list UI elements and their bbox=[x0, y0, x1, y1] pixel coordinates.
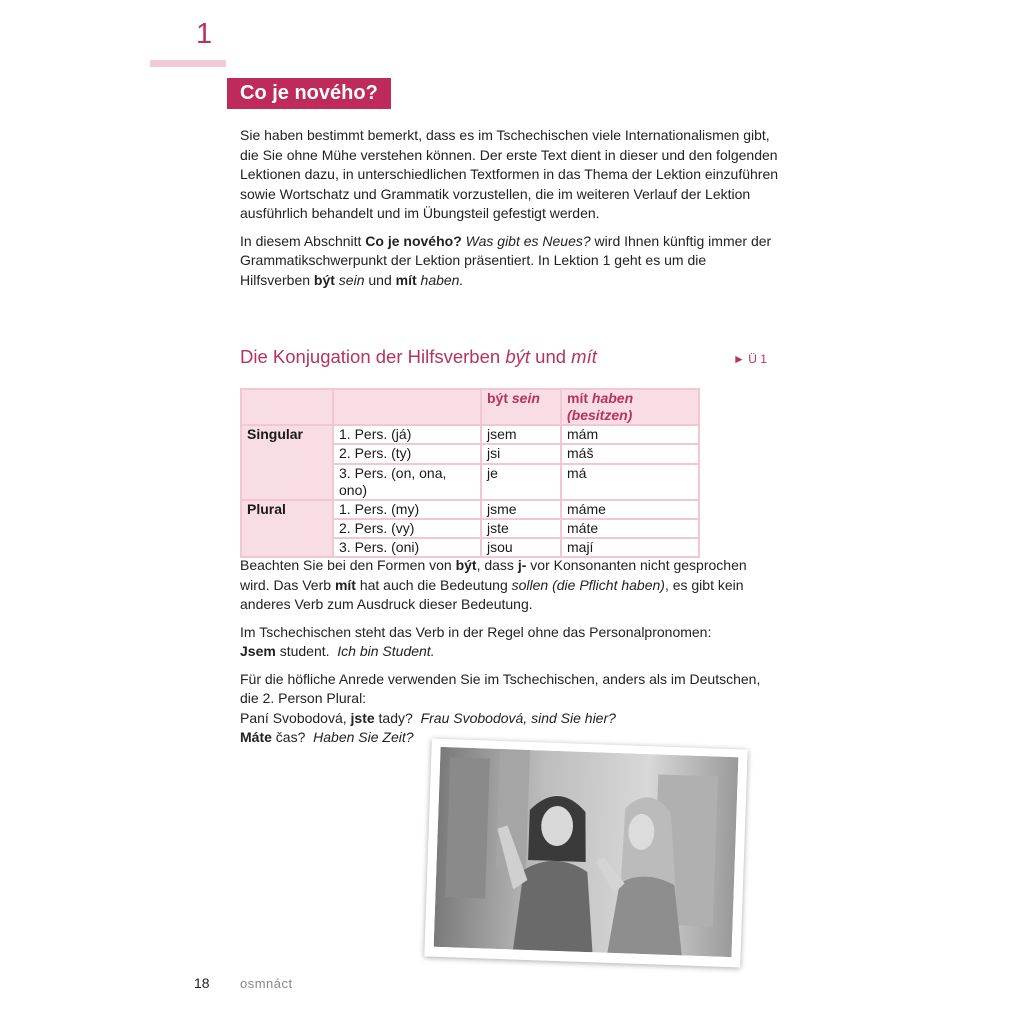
group-plural: Plural bbox=[241, 500, 333, 558]
page-number-word: osmnáct bbox=[240, 976, 293, 991]
photo-image bbox=[434, 747, 739, 957]
intro-text bbox=[240, 126, 780, 298]
header-byt: být sein bbox=[481, 389, 561, 425]
header-mit: mít haben (besitzen) bbox=[561, 389, 699, 425]
chapter-underline bbox=[150, 60, 226, 67]
intro-paragraph-1: Sie haben bestimmt bemerkt, dass es im Tschechischen viele Internationalismen gibt, die Sie ohne Mühe verstehen können. Der erste Text dient in dieser und den folgenden Lektionen dazu, in unterschiedlichen Textformen in das Thema der Lektion einzuführen sowie Wortschatz und Grammatik vorzustellen, die im weiteren Verlauf der Lektion ausführlich behandelt und im Übungsteil gefestigt werden. bbox=[240, 127, 779, 221]
table-row: 2. Pers. (vy) jste máte bbox=[241, 519, 699, 538]
table-header-row bbox=[241, 389, 699, 425]
conjugation-table bbox=[240, 388, 700, 558]
intro-paragraph-2: In diesem Abschnitt Co je nového? Was gibt es Neues? wird Ihnen künftig immer der Grammatikschwerpunkt der Lektion präsentiert. In Lektion 1 geht es um die Hilfsverben být sein und mít haben. bbox=[240, 232, 772, 288]
table-row: Singular 1. Pers. (já) jsem mám bbox=[241, 425, 699, 444]
grammar-notes bbox=[240, 556, 780, 756]
table-row: Plural 1. Pers. (my) jsme máme bbox=[241, 500, 699, 519]
note-paragraph-1: Beachten Sie bei den Formen von být, dass j- vor Konsonanten nicht gesprochen wird. Das Verb mít hat auch die Bedeutung sollen (die Pflicht haben), es gibt kein anderes Verb zum Ausdruck dieser Bedeutung. bbox=[240, 557, 747, 612]
note-paragraph-3: Für die höfliche Anrede verwenden Sie im Tschechischen, anders als im Deutschen, die 2. Person Plural: Paní Svobodová, jste tady? Frau Svobodová, sind Sie hier? Máte čas? Haben Sie Zeit? bbox=[240, 670, 761, 745]
table-row: 3. Pers. (on, ona, ono) je má bbox=[241, 464, 699, 500]
chapter-number: 1 bbox=[196, 18, 213, 50]
group-singular: Singular bbox=[241, 425, 333, 500]
exercise-reference: ► Ü 1 bbox=[733, 352, 767, 366]
photo-two-women bbox=[424, 739, 747, 968]
table-row: 3. Pers. (oni) jsou mají bbox=[241, 538, 699, 557]
page-number: 18 bbox=[194, 975, 210, 991]
table-row: 2. Pers. (ty) jsi máš bbox=[241, 444, 699, 463]
conjugation-heading: Die Konjugation der Hilfsverben být und mít bbox=[240, 346, 597, 367]
note-paragraph-2: Im Tschechischen steht das Verb in der Regel ohne das Personalpronomen: Jsem student. Ich bin Student. bbox=[240, 623, 712, 659]
section-title: Co je nového? bbox=[227, 78, 391, 109]
